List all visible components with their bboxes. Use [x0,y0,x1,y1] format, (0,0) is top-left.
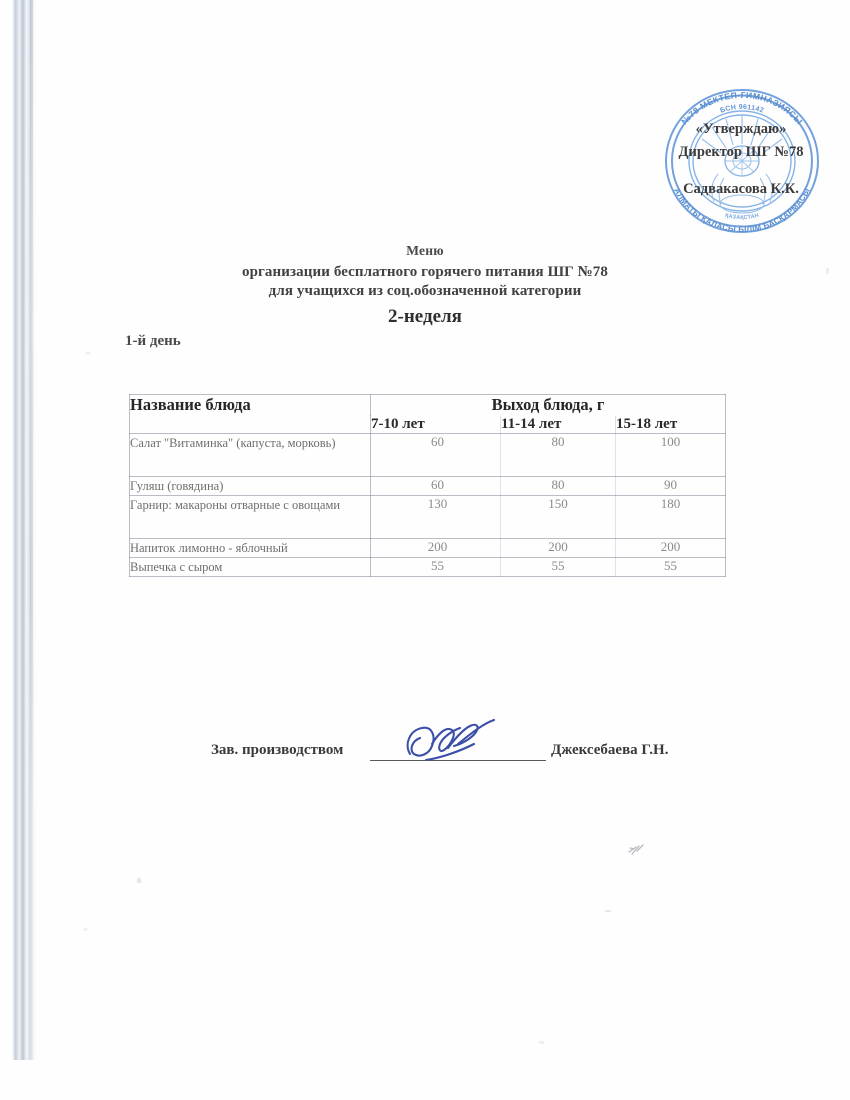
cell-dish-name: Выпечка с сыром [130,558,371,577]
svg-text:№78 МЕКТЕП-ГИМНАЗИЯСЫ: №78 МЕКТЕП-ГИМНАЗИЯСЫ [679,89,805,127]
cell-value-15-18: 55 [616,558,726,577]
director-title: Директор ШГ №78 [678,144,804,161]
document-title-block [0,243,850,328]
signature-rule-line [370,760,546,761]
header-age-15-18: 15-18 лет [616,416,726,434]
svg-text:АЛМАТЫ ҚАЛАСЫ БІЛІМ БАСҚАРМАСЫ: АЛМАТЫ ҚАЛАСЫ БІЛІМ БАСҚАРМАСЫ [672,186,812,235]
approval-word: «Утверждаю» [695,121,787,137]
header-age-7-10: 7-10 лет [371,416,501,434]
table-row [130,558,726,577]
scan-speck-artifact [84,928,87,931]
header-age-11-14: 11-14 лет [501,416,616,434]
svg-text:БСН 961142: БСН 961142 [719,103,765,115]
cell-value-15-18: 90 [616,477,726,496]
cell-value-7-10: 60 [371,477,501,496]
approval-block [636,118,846,201]
cell-value-15-18: 100 [616,434,726,477]
table-row [130,477,726,496]
cell-value-7-10: 55 [371,558,501,577]
cell-value-11-14: 150 [501,496,616,539]
cell-value-11-14: 80 [501,434,616,477]
cell-value-15-18: 180 [616,496,726,539]
title-line-category: для учащихся из соц.обозначенной категории [268,283,582,299]
header-dish-name: Название блюда [130,395,371,434]
cell-value-11-14: 200 [501,539,616,558]
table-row [130,496,726,539]
signature-row [211,742,711,768]
signature-person-name: Джексебаева Г.Н. [551,742,669,758]
cell-dish-name: Напиток лимонно - яблочный [130,539,371,558]
cell-value-7-10: 60 [371,434,501,477]
scan-speck-artifact [86,352,90,354]
table-row [130,539,726,558]
cell-value-7-10: 130 [371,496,501,539]
svg-text:ҚАЗАҚСТАН: ҚАЗАҚСТАН [724,212,760,222]
scan-speck-artifact [626,842,648,858]
handwritten-signature-mark [396,714,526,770]
cell-value-11-14: 55 [501,558,616,577]
header-yield: Выход блюда, г [371,395,726,416]
cell-dish-name: Гарнир: макароны отварные с овощами [130,496,371,539]
cell-value-11-14: 80 [501,477,616,496]
director-name: Садвакасова К.К. [683,180,799,197]
scan-streak-artifact [12,0,38,1060]
scan-speck-artifact [137,878,141,883]
day-label: 1-й день [125,333,181,349]
scan-streak-artifact-secondary [30,0,33,820]
table-header-row-primary [130,395,726,416]
cell-dish-name: Салат "Витаминка" (капуста, морковь) [130,434,371,477]
cell-dish-name: Гуляш (говядина) [130,477,371,496]
scan-speck-artifact [539,1041,544,1044]
week-label: 2-неделя [388,306,462,327]
menu-heading: Меню [406,243,444,258]
cell-value-15-18: 200 [616,539,726,558]
menu-table [129,394,726,577]
title-line-organization: организации бесплатного горячего питания ШГ №78 [241,264,609,280]
scan-speck-artifact [605,910,611,912]
table-row [130,434,726,477]
signature-role-label: Зав. производством [211,742,344,758]
cell-value-7-10: 200 [371,539,501,558]
